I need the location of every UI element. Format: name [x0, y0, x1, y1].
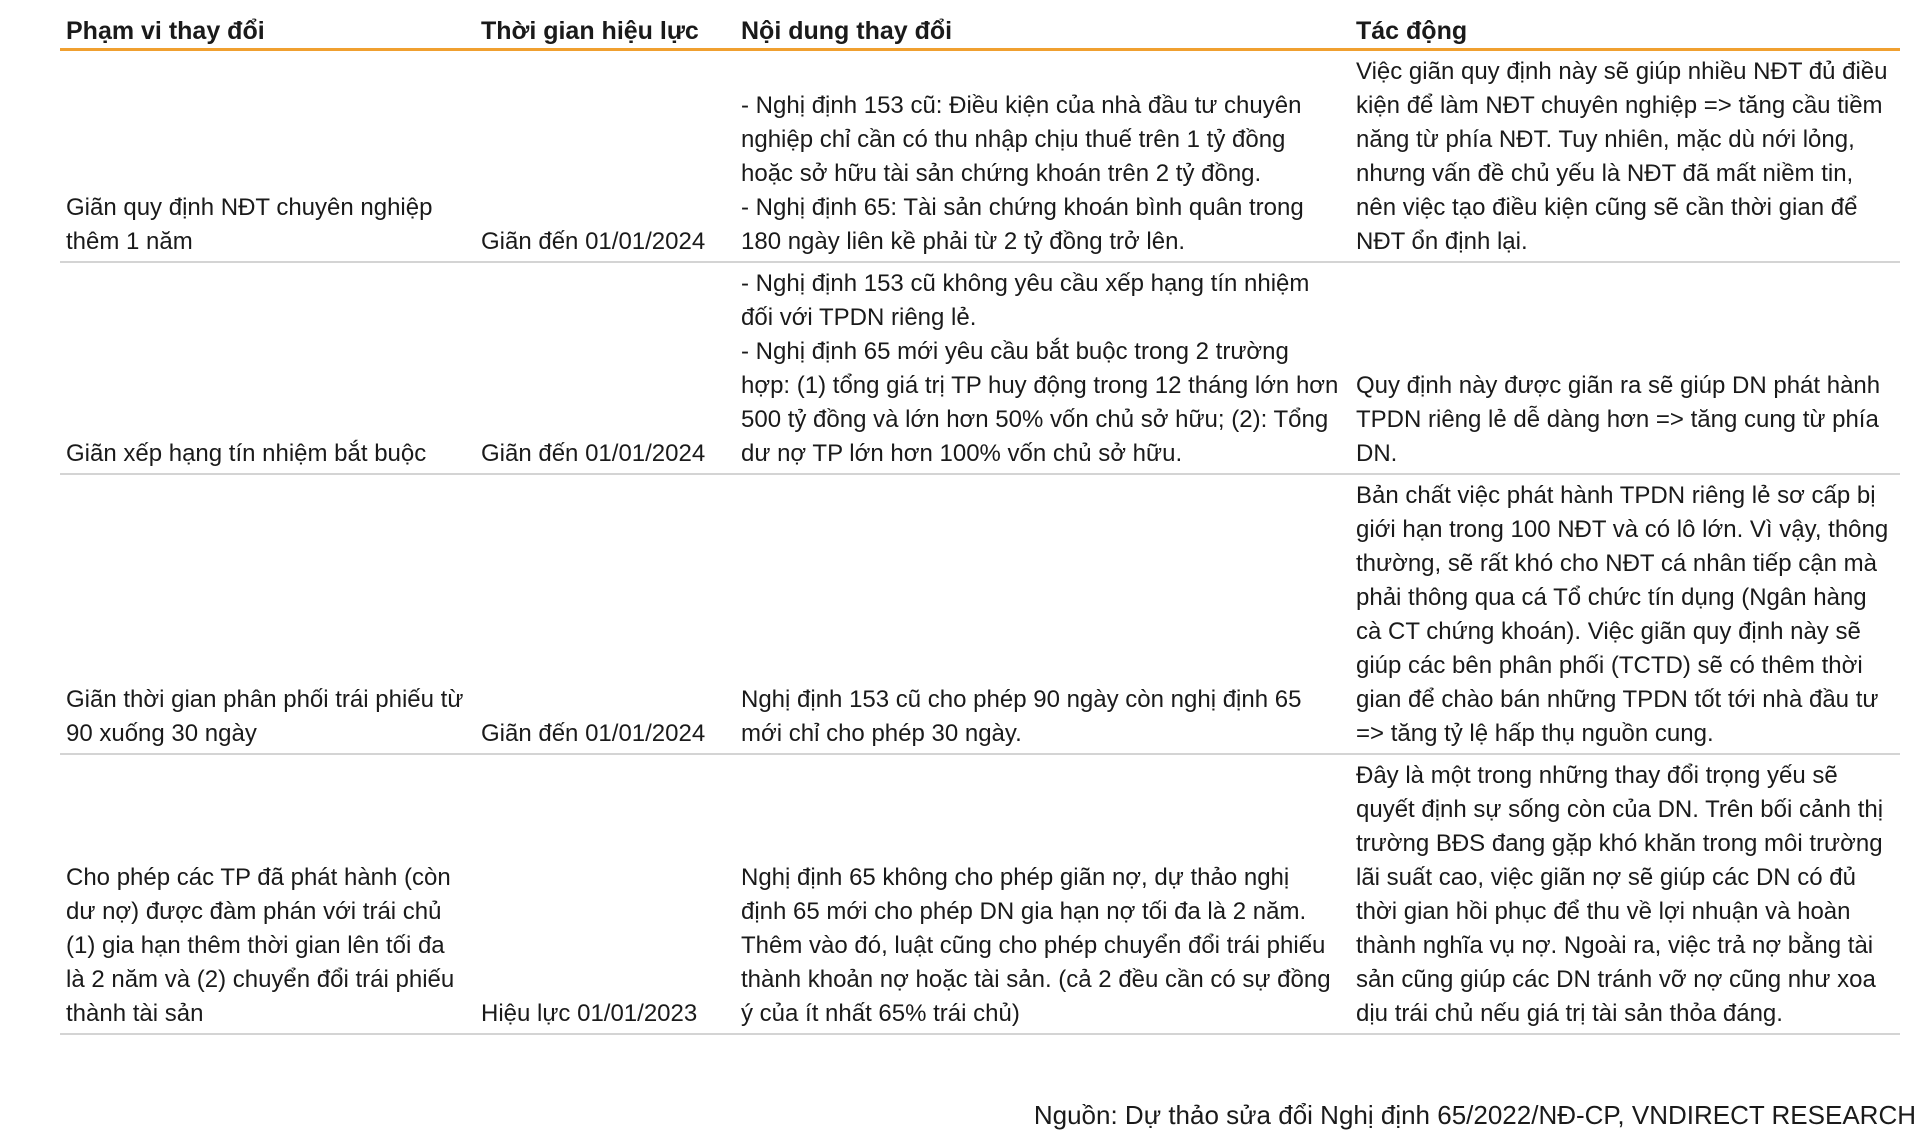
source-note: Nguồn: Dự thảo sửa đổi Nghị định 65/2022/NĐ-CP, VNDIRECT RESEARCH — [1033, 1100, 1916, 1130]
cell-time: Giãn đến 01/01/2024 — [475, 262, 735, 474]
header-impact: Tác động — [1350, 14, 1900, 50]
content-line: - Nghị định 65: Tài sản chứng khoán bình quân trong 180 ngày liên kề phải từ 2 tỷ đồng trở lên. — [741, 194, 1304, 255]
cell-impact: Việc giãn quy định này sẽ giúp nhiều NĐT đủ điều kiện để làm NĐT chuyên nghiệp => tăng cầu tiềm năng từ phía NĐT. Tuy nhiên, mặc dù nới lỏng, nhưng vấn đề chủ yếu là NĐT đã mất niềm tin, nên việc tạo điều kiện cũng sẽ cần thời gian để NĐT ổn định lại. — [1350, 50, 1900, 263]
table-row — [60, 754, 1900, 1034]
table-header — [60, 14, 1900, 50]
cell-content — [735, 262, 1350, 474]
regulation-changes-table — [60, 14, 1900, 1035]
table-row — [60, 262, 1900, 474]
content-line: Nghị định 65 không cho phép giãn nợ, dự thảo nghị định 65 mới cho phép DN gia hạn nợ tối đa là 2 năm. Thêm vào đó, luật cũng cho phép chuyển đổi trái phiếu thành khoản nợ hoặc tài sản. (cả 2 đều cần có sự đồng ý của ít nhất 65% trái chủ) — [741, 864, 1331, 1027]
content-line: - Nghị định 65 mới yêu cầu bắt buộc trong 2 trường hợp: (1) tổng giá trị TP huy động trong 12 tháng lớn hơn 500 tỷ đồng và lớn hơn 50% vốn chủ sở hữu; (2): Tổng dư nợ TP lớn hơn 100% vốn chủ sở hữu. — [741, 338, 1339, 467]
regulation-changes-table-container — [60, 14, 1900, 1035]
table-body — [60, 50, 1900, 1035]
cell-impact: Quy định này được giãn ra sẽ giúp DN phát hành TPDN riêng lẻ dễ dàng hơn => tăng cung từ phía DN. — [1350, 262, 1900, 474]
content-line: - Nghị định 153 cũ không yêu cầu xếp hạng tín nhiệm đối với TPDN riêng lẻ. — [741, 270, 1310, 331]
cell-content — [735, 754, 1350, 1034]
cell-content — [735, 50, 1350, 263]
header-row — [60, 14, 1900, 50]
content-line: Nghị định 153 cũ cho phép 90 ngày còn nghị định 65 mới chỉ cho phép 30 ngày. — [741, 686, 1302, 747]
cell-time: Giãn đến 01/01/2024 — [475, 474, 735, 754]
table-row — [60, 50, 1900, 263]
cell-scope: Cho phép các TP đã phát hành (còn dư nợ) được đàm phán với trái chủ (1) gia hạn thêm thời gian lên tối đa là 2 năm và (2) chuyển đổi trái phiếu thành tài sản — [60, 754, 475, 1034]
header-content: Nội dung thay đổi — [735, 14, 1350, 50]
cell-scope: Giãn xếp hạng tín nhiệm bắt buộc — [60, 262, 475, 474]
cell-time: Hiệu lực 01/01/2023 — [475, 754, 735, 1034]
cell-impact: Đây là một trong những thay đổi trọng yếu sẽ quyết định sự sống còn của DN. Trên bối cảnh thị trường BĐS đang gặp khó khăn trong môi trường lãi suất cao, việc giãn nợ sẽ giúp các DN có đủ thời gian hồi phục để thu về lợi nhuận và hoàn thành nghĩa vụ nợ. Ngoài ra, việc trả nợ bằng tài sản cũng giúp các DN tránh vỡ nợ cũng như xoa dịu trái chủ nếu giá trị tài sản thỏa đáng. — [1350, 754, 1900, 1034]
cell-time: Giãn đến 01/01/2024 — [475, 50, 735, 263]
header-scope: Phạm vi thay đổi — [60, 14, 475, 50]
header-effective-time: Thời gian hiệu lực — [475, 14, 735, 50]
content-line: - Nghị định 153 cũ: Điều kiện của nhà đầu tư chuyên nghiệp chỉ cần có thu nhập chịu thuế trên 1 tỷ đồng hoặc sở hữu tài sản chứng khoán trên 2 tỷ đồng. — [741, 92, 1302, 187]
table-row — [60, 474, 1900, 754]
cell-scope: Giãn thời gian phân phối trái phiếu từ 90 xuống 30 ngày — [60, 474, 475, 754]
cell-impact: Bản chất việc phát hành TPDN riêng lẻ sơ cấp bị giới hạn trong 100 NĐT và có lô lớn. Vì vậy, thông thường, sẽ rất khó cho NĐT cá nhân tiếp cận mà phải thông qua cá Tổ chức tín dụng (Ngân hàng cà CT chứng khoán). Việc giãn quy định này sẽ giúp các bên phân phối (TCTD) sẽ có thêm thời gian để chào bán những TPDN tốt tới nhà đầu tư => tăng tỷ lệ hấp thụ nguồn cung. — [1350, 474, 1900, 754]
cell-content — [735, 474, 1350, 754]
cell-scope: Giãn quy định NĐT chuyên nghiệp thêm 1 năm — [60, 50, 475, 263]
